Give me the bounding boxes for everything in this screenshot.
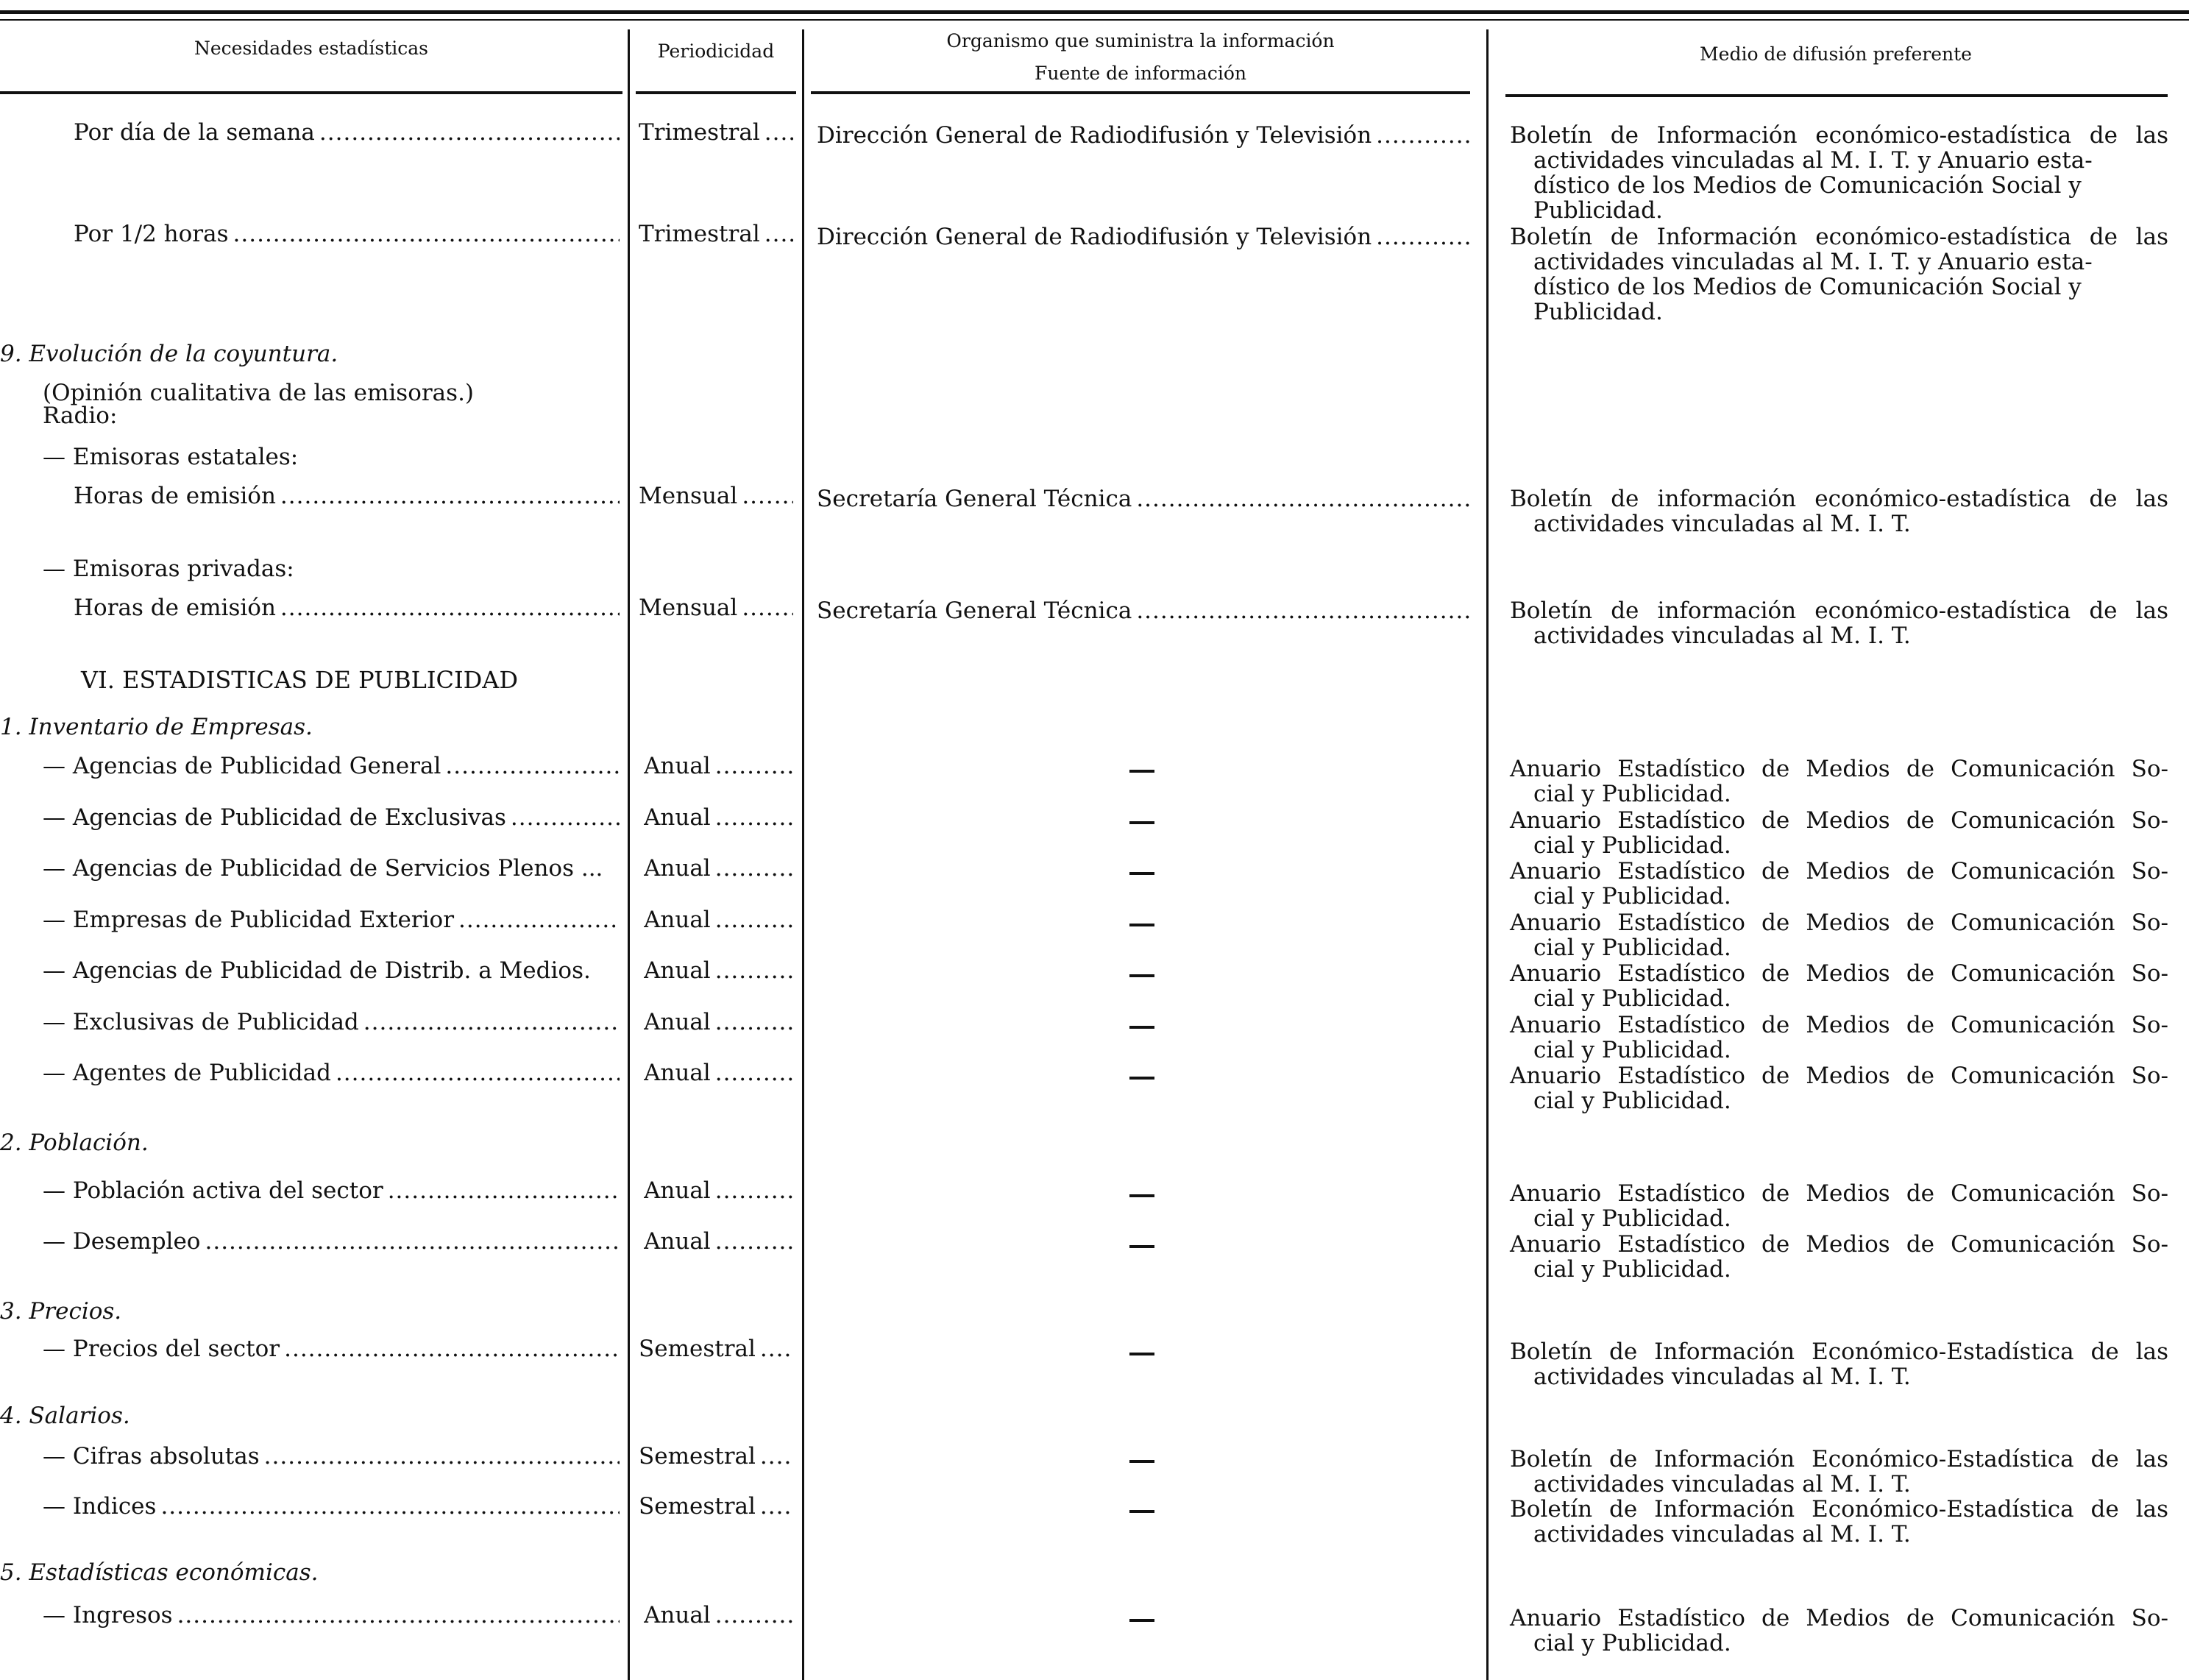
top-rule-thin — [0, 19, 2189, 21]
need-label: — Precios del sector — [43, 1336, 280, 1361]
need-cell — [74, 120, 620, 145]
period-label: Anual — [644, 1010, 711, 1035]
media-line: Anuario Estadístico de Medios de Comunicación So- — [1510, 1063, 2168, 1089]
dot-leader — [715, 1603, 793, 1628]
dot-leader — [1376, 123, 1470, 148]
period-cell — [644, 1010, 793, 1035]
period-cell — [639, 1494, 793, 1519]
media-cell — [1510, 808, 2168, 858]
dot-leader — [233, 221, 620, 247]
need-label: — Agentes de Publicidad — [43, 1060, 331, 1085]
need-label: — Exclusivas de Publicidad — [43, 1010, 359, 1035]
period-label: Anual — [644, 805, 711, 830]
media-cell — [1510, 1232, 2168, 1282]
dot-leader — [715, 805, 793, 830]
media-cell — [1510, 486, 2168, 536]
need-label: — Agencias de Publicidad General — [43, 754, 441, 779]
dot-leader — [715, 907, 793, 932]
media-line: Boletín de información económico-estadística de las — [1510, 598, 2168, 624]
dot-leader — [1136, 598, 1470, 623]
header-underline — [636, 91, 796, 94]
need-cell — [43, 1178, 620, 1203]
header-underline — [1505, 94, 2168, 97]
org-cell — [817, 486, 1470, 511]
media-cell — [1510, 1497, 2168, 1547]
dot-leader — [284, 1336, 620, 1361]
need-label: Horas de emisión — [74, 483, 276, 508]
period-label: Anual — [644, 1603, 711, 1628]
media-line: cial y Publicidad. — [1533, 1256, 1731, 1283]
period-label: Trimestral — [639, 221, 760, 247]
org-cell — [817, 224, 1470, 249]
subgroup-label: — Emisoras estatales: — [43, 444, 299, 470]
need-label: Por 1/2 horas — [74, 221, 229, 247]
need-label: — Indices — [43, 1494, 157, 1519]
period-label: Trimestral — [639, 120, 760, 145]
media-line: Anuario Estadístico de Medios de Comunicación So- — [1510, 1231, 2168, 1258]
media-cell — [1510, 598, 2168, 648]
media-cell — [1510, 1339, 2168, 1389]
period-cell — [644, 1603, 793, 1628]
dot-leader — [319, 120, 620, 145]
empty-dash — [1129, 1245, 1154, 1248]
media-line: cial y Publicidad. — [1533, 1205, 1731, 1232]
need-cell — [43, 754, 620, 779]
empty-dash — [1129, 821, 1154, 824]
dot-leader — [280, 595, 620, 620]
need-cell — [74, 483, 620, 508]
period-cell — [639, 1336, 793, 1361]
need-label: — Agencias de Publicidad de Exclusivas — [43, 805, 506, 830]
empty-dash — [1129, 1619, 1154, 1622]
need-cell — [43, 1603, 620, 1628]
empty-dash — [1129, 1077, 1154, 1080]
media-line: actividades vinculadas al M. I. T. — [1533, 1471, 1911, 1498]
dot-leader — [205, 1229, 620, 1254]
org-cell — [817, 123, 1470, 148]
media-line: actividades vinculadas al M. I. T. y Anuario esta- — [1533, 249, 2093, 275]
empty-dash — [1129, 872, 1154, 875]
header-underline — [811, 91, 1470, 94]
period-label: Anual — [644, 958, 711, 983]
dot-leader — [715, 1060, 793, 1085]
need-label: — Agencias de Publicidad de Servicios Plenos ... — [43, 856, 603, 881]
media-line: Anuario Estadístico de Medios de Comunicación So- — [1510, 807, 2168, 834]
media-line: Anuario Estadístico de Medios de Comunicación So- — [1510, 910, 2168, 936]
media-line: cial y Publicidad. — [1533, 883, 1731, 910]
dot-leader — [715, 1178, 793, 1203]
media-cell — [1510, 961, 2168, 1011]
org-cell — [817, 598, 1470, 623]
note-line: Radio: — [43, 403, 118, 429]
need-label: — Ingresos — [43, 1603, 173, 1628]
dot-leader — [264, 1444, 620, 1469]
media-cell — [1510, 1606, 2168, 1656]
empty-dash — [1129, 1510, 1154, 1513]
media-line: Publicidad. — [1533, 197, 1663, 224]
section-heading: 2. Población. — [0, 1130, 149, 1156]
empty-dash — [1129, 974, 1154, 977]
need-cell — [43, 805, 620, 830]
media-line: cial y Publicidad. — [1533, 1088, 1731, 1114]
media-line: cial y Publicidad. — [1533, 1037, 1731, 1063]
need-cell — [43, 958, 620, 983]
chapter-heading: VI. ESTADISTICAS DE PUBLICIDAD — [81, 666, 519, 694]
media-line: dístico de los Medios de Comunicación Social y — [1533, 172, 2082, 199]
section-heading: 1. Inventario de Empresas. — [0, 714, 313, 740]
org-label: Dirección General de Radiodifusión y Televisión — [817, 224, 1372, 249]
dot-leader — [388, 1178, 620, 1203]
media-line: cial y Publicidad. — [1533, 1630, 1731, 1656]
dot-leader — [764, 221, 793, 247]
media-line: actividades vinculadas al M. I. T. — [1533, 623, 1911, 649]
need-cell — [43, 1494, 620, 1519]
period-label: Anual — [644, 754, 711, 779]
need-label: Horas de emisión — [74, 595, 276, 620]
period-cell — [644, 958, 793, 983]
media-line: dístico de los Medios de Comunicación Social y — [1533, 274, 2082, 300]
column-divider — [802, 29, 804, 1680]
media-line: cial y Publicidad. — [1533, 832, 1731, 859]
media-line: Anuario Estadístico de Medios de Comunicación So- — [1510, 1012, 2168, 1038]
need-cell — [43, 1060, 620, 1085]
period-label: Semestral — [639, 1336, 756, 1361]
media-line: Boletín de Información Económico-Estadística de las — [1510, 1446, 2168, 1472]
empty-dash — [1129, 1026, 1154, 1029]
period-label: Anual — [644, 1229, 711, 1254]
header-organismo: Organismo que suministra la información — [946, 30, 1335, 52]
media-cell — [1510, 123, 2168, 223]
period-cell — [644, 907, 793, 932]
dot-leader — [511, 805, 620, 830]
need-cell — [74, 595, 620, 620]
section-heading: 4. Salarios. — [0, 1403, 130, 1429]
media-line: Anuario Estadístico de Medios de Comunicación So- — [1510, 1180, 2168, 1207]
media-cell — [1510, 859, 2168, 909]
media-line: Boletín de Información Económico-Estadística de las — [1510, 1339, 2168, 1365]
media-line: Anuario Estadístico de Medios de Comunicación So- — [1510, 756, 2168, 782]
header-fuente: Fuente de información — [1035, 63, 1246, 84]
period-label: Mensual — [639, 595, 738, 620]
dot-leader — [760, 1494, 793, 1519]
section-heading: 9. Evolución de la coyuntura. — [0, 341, 338, 367]
empty-dash — [1129, 924, 1154, 926]
need-cell — [43, 1444, 620, 1469]
need-cell — [43, 907, 620, 932]
period-cell — [639, 483, 793, 508]
org-label: Dirección General de Radiodifusión y Televisión — [817, 123, 1372, 148]
dot-leader — [764, 120, 793, 145]
need-label: — Cifras absolutas — [43, 1444, 260, 1469]
need-label: Por día de la semana — [74, 120, 315, 145]
need-cell — [43, 1229, 620, 1254]
empty-dash — [1129, 1353, 1154, 1355]
header-necesidades: Necesidades estadísticas — [194, 38, 428, 59]
period-cell — [639, 595, 793, 620]
top-rule-thick — [0, 10, 2189, 14]
period-cell — [644, 805, 793, 830]
org-label: Secretaría General Técnica — [817, 486, 1132, 511]
media-cell — [1510, 1063, 2168, 1113]
header-medio: Medio de difusión preferente — [1700, 43, 1972, 65]
media-line: Anuario Estadístico de Medios de Comunicación So- — [1510, 858, 2168, 885]
media-line: Boletín de Información Económico-Estadística de las — [1510, 1496, 2168, 1523]
media-line: cial y Publicidad. — [1533, 985, 1731, 1012]
dot-leader — [742, 595, 793, 620]
dot-leader — [458, 907, 620, 932]
media-cell — [1510, 756, 2168, 807]
media-cell — [1510, 224, 2168, 325]
period-label: Anual — [644, 1178, 711, 1203]
period-cell — [644, 1060, 793, 1085]
period-label: Mensual — [639, 483, 738, 508]
empty-dash — [1129, 1194, 1154, 1197]
dot-leader — [280, 483, 620, 508]
column-divider — [1486, 29, 1489, 1680]
dot-leader — [363, 1010, 620, 1035]
dot-leader — [1136, 486, 1470, 511]
media-line: cial y Publicidad. — [1533, 935, 1731, 961]
header-periodicidad: Periodicidad — [657, 40, 775, 62]
media-line: Publicidad. — [1533, 299, 1663, 325]
period-cell — [644, 1178, 793, 1203]
dot-leader — [715, 1010, 793, 1035]
media-cell — [1510, 1013, 2168, 1063]
dot-leader — [177, 1603, 620, 1628]
org-label: Secretaría General Técnica — [817, 598, 1132, 623]
need-label: — Empresas de Publicidad Exterior — [43, 907, 455, 932]
dot-leader — [742, 483, 793, 508]
dot-leader — [715, 754, 793, 779]
need-cell — [74, 221, 620, 247]
dot-leader — [715, 1229, 793, 1254]
media-line: actividades vinculadas al M. I. T. — [1533, 1521, 1911, 1548]
section-heading: 5. Estadísticas económicas. — [0, 1559, 319, 1586]
period-cell — [639, 1444, 793, 1469]
media-line: actividades vinculadas al M. I. T. — [1533, 511, 1911, 537]
dot-leader — [445, 754, 620, 779]
section-heading: 3. Precios. — [0, 1298, 122, 1325]
media-line: Boletín de información económico-estadística de las — [1510, 486, 2168, 512]
need-label: — Población activa del sector — [43, 1178, 383, 1203]
media-line: actividades vinculadas al M. I. T. — [1533, 1364, 1911, 1390]
media-cell — [1510, 1447, 2168, 1497]
need-label: — Desempleo — [43, 1229, 201, 1254]
media-line: Boletín de Información económico-estadística de las — [1510, 224, 2168, 250]
empty-dash — [1129, 770, 1154, 773]
need-cell — [43, 856, 620, 881]
note-line: (Opinión cualitativa de las emisoras.) — [43, 380, 475, 406]
dot-leader — [1376, 224, 1470, 249]
media-line: Anuario Estadístico de Medios de Comunicación So- — [1510, 1605, 2168, 1631]
period-label: Semestral — [639, 1444, 756, 1469]
period-label: Anual — [644, 1060, 711, 1085]
media-line: Anuario Estadístico de Medios de Comunicación So- — [1510, 960, 2168, 987]
period-label: Semestral — [639, 1494, 756, 1519]
need-cell — [43, 1010, 620, 1035]
dot-leader — [760, 1444, 793, 1469]
dot-leader — [715, 958, 793, 983]
media-cell — [1510, 1181, 2168, 1231]
period-cell — [639, 120, 793, 145]
subgroup-label: — Emisoras privadas: — [43, 556, 294, 582]
period-label: Anual — [644, 856, 711, 881]
period-cell — [639, 221, 793, 247]
empty-dash — [1129, 1460, 1154, 1463]
period-cell — [644, 1229, 793, 1254]
header-underline — [0, 91, 622, 94]
period-cell — [644, 856, 793, 881]
need-label: — Agencias de Publicidad de Distrib. a Medios. — [43, 958, 591, 983]
period-label: Anual — [644, 907, 711, 932]
dot-leader — [160, 1494, 620, 1519]
media-line: cial y Publicidad. — [1533, 781, 1731, 807]
dot-leader — [715, 856, 793, 881]
dot-leader — [336, 1060, 620, 1085]
need-cell — [43, 1336, 620, 1361]
dot-leader — [760, 1336, 793, 1361]
column-divider — [628, 29, 630, 1680]
media-line: actividades vinculadas al M. I. T. y Anuario esta- — [1533, 147, 2093, 174]
period-cell — [644, 754, 793, 779]
media-cell — [1510, 910, 2168, 960]
media-line: Boletín de Información económico-estadística de las — [1510, 122, 2168, 149]
